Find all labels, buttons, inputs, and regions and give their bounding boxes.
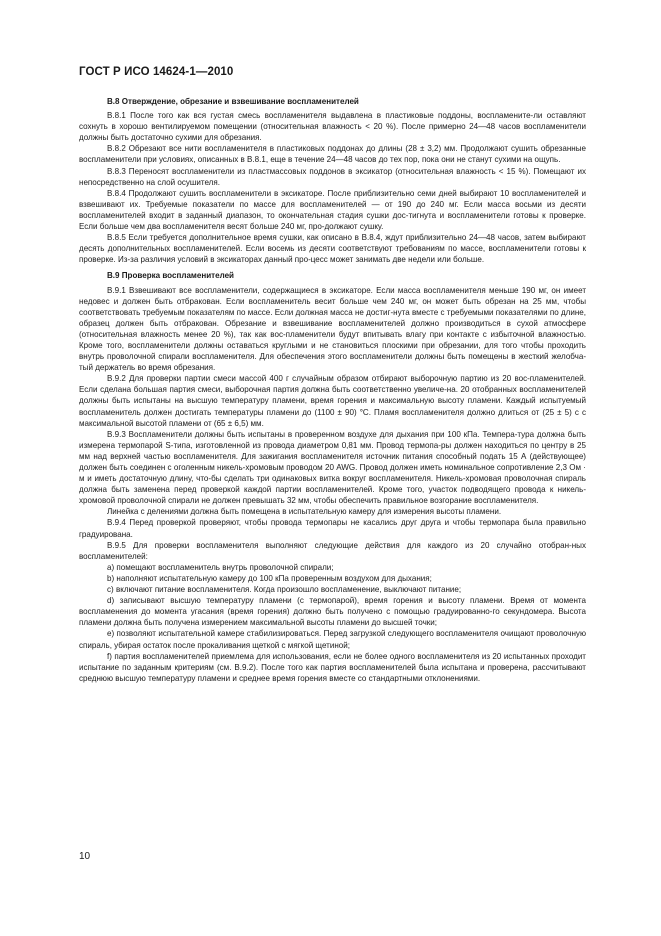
list-item-b: b) наполняют испытательную камеру до 100 кПа проверенным воздухом для дыхания; [107, 573, 432, 583]
paragraph-b9-5: В.9.5 Для проверки воспламенителя выполняют следующие действия для каждого из 20 случайно отобран-ных воспламенителей: [79, 540, 586, 561]
section-heading-b9: В.9 Проверка воспламенителей [107, 271, 234, 281]
section-heading-b8: В.8 Отверждение, обрезание и взвешивание воспламенителей [107, 97, 359, 106]
paragraph-b8-3: В.8.3 Переносят воспламенители из пластмассовых поддонов в эксикатор (относительная влажность < 15 %). Помещают их непосредственно на слой осушителя. [79, 166, 586, 187]
paragraph-b9-2: В.9.2 Для проверки партии смеси массой 400 г случайным образом отбирают выборочную партию из 20 вос-пламенителей. Если сделана большая партия смеси, выборочная партия должна быть соответственно увеличе-на. 20 отобранных воспламенителей должны быть испытаны на высшую температуру пламени, время горения и максимальную высоту пламени. Каждый испытуемый воспламенитель должен достигать температуры пламени до (1100 ± 90) °С. Пламя воспламенителя должно длиться от (25 ± 5) с с максимальной высотой пламени от (65 ± 6,5) мм. [79, 374, 586, 428]
paragraph-b8-1: В.8.1 После того как вся густая смесь воспламенителя выдавлена в пластиковые поддоны, воспламените-ли оставляют сохнуть в хорошо вентилируемом помещении (относительная влажность < 20 %). После примерно 24—48 часов воспламенители должны быть достаточно сухими для обрезания. [79, 111, 586, 143]
list-item-a: а) помещают воспламенитель внутрь проволочной спирали; [107, 562, 334, 572]
page-header: ГОСТ Р ИСО 14624-1—2010 [79, 66, 234, 78]
paragraph-b9-3: В.9.3 Воспламенители должны быть испытаны в проверенном воздухе для дыхания при 100 кПа. Темпера-тура должна быть измерена термопарой S-типа, изготовленной из провода диаметром 0,81 мм. Провод термопа-ры должен находиться по центру в 25 мм над верхней частью воспламенителя. Для зажигания воспламенителя источник питания способный подать 15 А (действующее) должен быть соединен с оголенным никель-хромовым проводом 20 AWG. Провод должен иметь номинальное сопротивление 2,3 Ом · м и иметь достаточную длину, что-бы сделать три одинаковых витка вокруг воспламенителя. Никель-хромовая проволочная спираль должна быть заменена перед проверкой каждой партии воспламенителей. Кроме того, участок подводящего провода к никель-хромовой проволочной спирали не должен превышать 32 мм, чтобы обеспечить правильное возгорание воспламенителя. [79, 429, 586, 506]
paragraph-ruler-note: Линейка с делениями должна быть помещена в испытательную камеру для измерения высоты пламени. [107, 507, 502, 517]
paragraph-b8-4: В.8.4 Продолжают сушить воспламенители в эксикаторе. После приблизительно семи дней выбирают 10 воспламенителей и взвешивают их. Требуемые показатели по массе для воспламенителей — от 190 до 240 мг. Если масса восьми из десяти воспламенителей входит в заданный диапазон, то окончательная стадия сушки дос-тигнута и воспламенители готовы к проверке. Если больше чем два воспламенителя весят больше 240 мг, про-должают сушку. [79, 188, 586, 232]
list-item-e: е) позволяют испытательной камере стабилизироваться. Перед загрузкой следующего воспламенителя очищают проволочную спираль, убирая остаток после прокаливания щеткой с мягкой щетиной; [79, 629, 586, 650]
page-number: 10 [79, 851, 91, 862]
paragraph-b8-5: В.8.5 Если требуется дополнительное время сушки, как описано в В.8.4, ждут приблизительно 24—48 часов, затем выбирают десять дополнительных воспламенителей. Если восемь из десяти соответствуют требованиям по массе, воспламенители готовы к проверке. Из-за различия условий в эксикаторах данный про-цесс может занимать две недели или больше. [79, 233, 586, 265]
paragraph-b9-1: В.9.1 Взвешивают все воспламенители, содержащиеся в эксикаторе. Если масса воспламенителя меньше 190 мг, он имеет недовес и должен быть отбракован. Если воспламенитель весит больше чем 240 мг, он может быть обрезан на 25 мм, чтобы соответствовать требуемым показателям по массе. Если должная масса не достиг-нута вместе с требуемыми показателями по длине, образец должен быть отбракован. Обрезание и взвешивание воспламенителей должно производиться в сухой атмосфере (относительная влажность менее 20 %), так как вос-пламенители будут впитывать влагу при контакте с избыточной влажностью. Кроме того, воспламенители должны оставаться круглыми и не становиться плоскими при обрезании, для того чтобы проходить внутрь проволочной спирали воспламенителя. Для обеспечения этого воспламенители должны быть помещены в жесткий желобча-тый держатель во время обрезания. [79, 285, 586, 373]
list-item-f: f) партия воспламенителей приемлема для использования, если не более одного воспламенителя из 20 испытанных проходит испытание по заданным критериям (см. В.9.2). После того как партия воспламенителей была испытана и проверена, рассчитывают среднюю высшую температуру пламени и среднее время горения вместе со стандартными отклонениями. [79, 651, 586, 683]
paragraph-b8-2: В.8.2 Обрезают все нити воспламенителя в пластиковых поддонах до длины (28 ± 3,2) мм. Продолжают сушить обрезанные воспламенители при условиях, описанных в В.8.1, еще в течение 24—48 часов до тех пор, пока они не станут сухими на ощупь. [79, 144, 586, 165]
list-item-d: d) записывают высшую температуру пламени (с термопарой), время горения и высоту пламени. Время от момента воспламенения до момента угасания (время горения) должно быть получено с помощью градуированно-го секундомера. Высота пламени должна быть получена измерением максимальной высоты пламени до высшей точки; [79, 596, 586, 628]
list-item-c: с) включают питание воспламенителя. Когда произошло воспламенение, выключают питание; [107, 585, 462, 595]
page-body [79, 96, 586, 684]
paragraph-b9-4: В.9.4 Перед проверкой проверяют, чтобы провода термопары не касались друг друга и чтобы термопара была правильно градуирована. [79, 518, 586, 539]
